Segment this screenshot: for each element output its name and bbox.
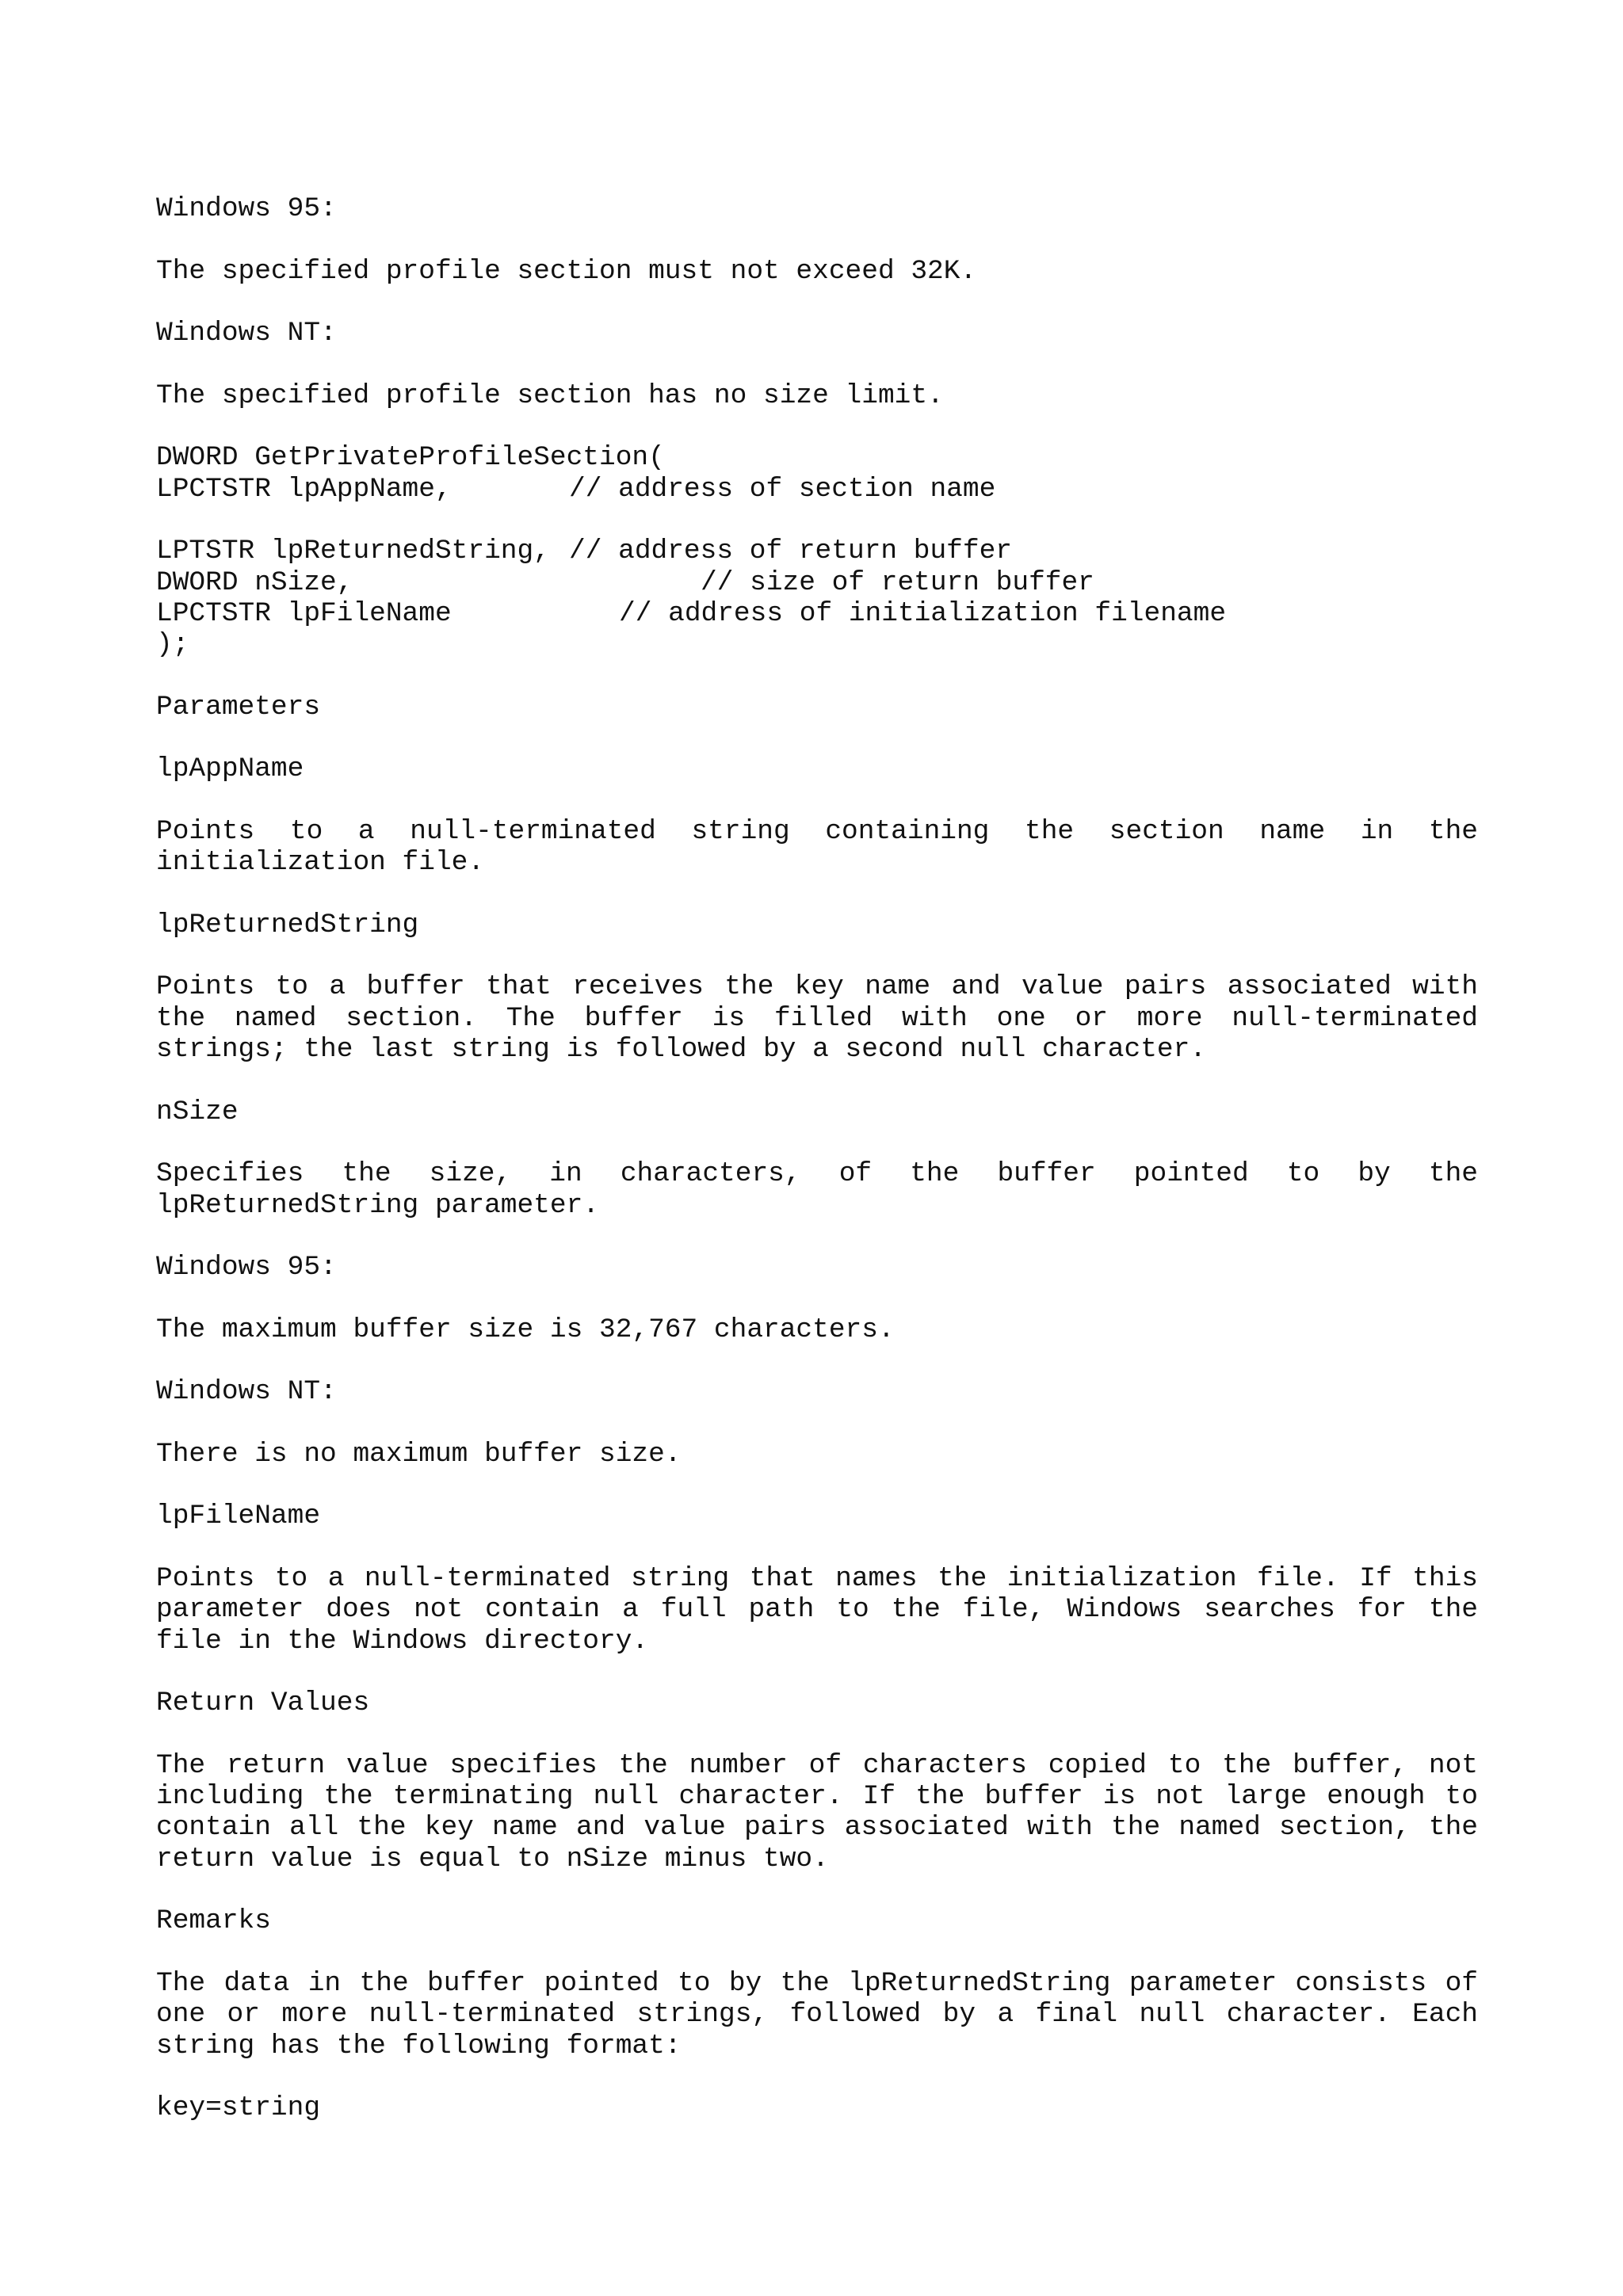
text-line: lpReturnedString	[156, 909, 419, 940]
paragraph	[156, 1097, 1478, 1127]
paragraph	[156, 1158, 1478, 1221]
text-line: lpAppName	[156, 753, 304, 785]
paragraph	[156, 1905, 1478, 1936]
text-line: Windows 95:	[156, 1252, 337, 1283]
code-declaration: DWORD nSize,	[156, 566, 353, 598]
paragraph	[156, 1501, 1478, 1531]
paragraph	[156, 1750, 1478, 1875]
code-declaration: LPCTSTR lpFileName	[156, 597, 452, 629]
text-line: The return value specifies the number of characters copied to the buffer, not	[156, 1749, 1478, 1781]
paragraph	[156, 380, 1478, 411]
code-line	[156, 536, 1478, 566]
text-line: contain all the key name and value pairs associated with the named section, the	[156, 1812, 1478, 1844]
paragraph	[156, 256, 1478, 287]
text-line: Points to a buffer that receives the key name and value pairs associated with	[156, 971, 1478, 1003]
text-line: Windows 95:	[156, 193, 337, 224]
paragraph	[156, 1563, 1478, 1657]
paragraph	[156, 692, 1478, 723]
code-declaration: LPTSTR lpReturnedString,	[156, 536, 550, 567]
code-line	[156, 567, 1478, 598]
code-line	[156, 629, 1478, 660]
paragraph	[156, 1252, 1478, 1283]
paragraph	[156, 1688, 1478, 1718]
document-page	[156, 193, 1478, 2155]
text-line: There is no maximum buffer size.	[156, 1438, 682, 1470]
text-line: return value is equal to nSize minus two.	[156, 1843, 829, 1875]
text-line: initialization file.	[156, 847, 485, 879]
text-line: The specified profile section has no size limit.	[156, 379, 944, 411]
code-comment: // address of section name	[569, 473, 996, 505]
paragraph	[156, 1376, 1478, 1407]
text-line: Parameters	[156, 691, 321, 723]
paragraph	[156, 971, 1478, 1065]
code-line	[156, 598, 1478, 629]
text-line: Points to a null-terminated string that names the initialization file. If this	[156, 1563, 1478, 1595]
paragraph	[156, 910, 1478, 940]
paragraph	[156, 1439, 1478, 1470]
text-line: strings; the last string is followed by a second null character.	[156, 1034, 1207, 1066]
text-line: one or more null-terminated strings, followed by a final null character. Each	[156, 1999, 1478, 2031]
code-line	[156, 505, 1478, 536]
code-line	[156, 474, 1478, 505]
function-signature-code	[156, 442, 1478, 660]
paragraph	[156, 753, 1478, 784]
code-comment: // address of return buffer	[569, 536, 1012, 567]
text-line: nSize	[156, 1096, 239, 1127]
code-comment: // address of initialization filename	[619, 597, 1227, 629]
paragraph	[156, 193, 1478, 224]
code-comment: // size of return buffer	[701, 566, 1094, 598]
text-line: The maximum buffer size is 32,767 characters.	[156, 1314, 895, 1345]
text-line: Remarks	[156, 1905, 271, 1937]
code-declaration: LPCTSTR lpAppName,	[156, 473, 452, 505]
code-declaration: DWORD GetPrivateProfileSection(	[156, 442, 665, 474]
text-line: Windows NT:	[156, 318, 337, 349]
paragraph	[156, 2092, 1478, 2123]
text-line: including the terminating null character. If the buffer is not large enough to	[156, 1781, 1478, 1813]
code-line	[156, 442, 1478, 473]
text-line: Points to a null-terminated string containing the section name in the	[156, 815, 1478, 847]
text-line: string has the following format:	[156, 2030, 682, 2061]
text-line: key=string	[156, 2092, 321, 2124]
paragraph	[156, 816, 1478, 879]
text-line: lpReturnedString parameter.	[156, 1189, 599, 1221]
paragraph	[156, 1314, 1478, 1345]
text-line: Return Values	[156, 1688, 370, 1719]
paragraph	[156, 318, 1478, 349]
text-line: The specified profile section must not exceed 32K.	[156, 255, 977, 287]
text-line: lpFileName	[156, 1501, 321, 1532]
text-line: the named section. The buffer is filled with one or more null-terminated	[156, 1002, 1478, 1034]
code-declaration: );	[156, 629, 189, 661]
text-line: Specifies the size, in characters, of the buffer pointed to by the	[156, 1158, 1478, 1190]
text-line: parameter does not contain a full path to the file, Windows searches for the	[156, 1594, 1478, 1626]
text-line: Windows NT:	[156, 1376, 337, 1408]
paragraph	[156, 1968, 1478, 2061]
text-line: The data in the buffer pointed to by the lpReturnedString parameter consists of	[156, 1967, 1478, 1999]
text-line: file in the Windows directory.	[156, 1625, 649, 1657]
